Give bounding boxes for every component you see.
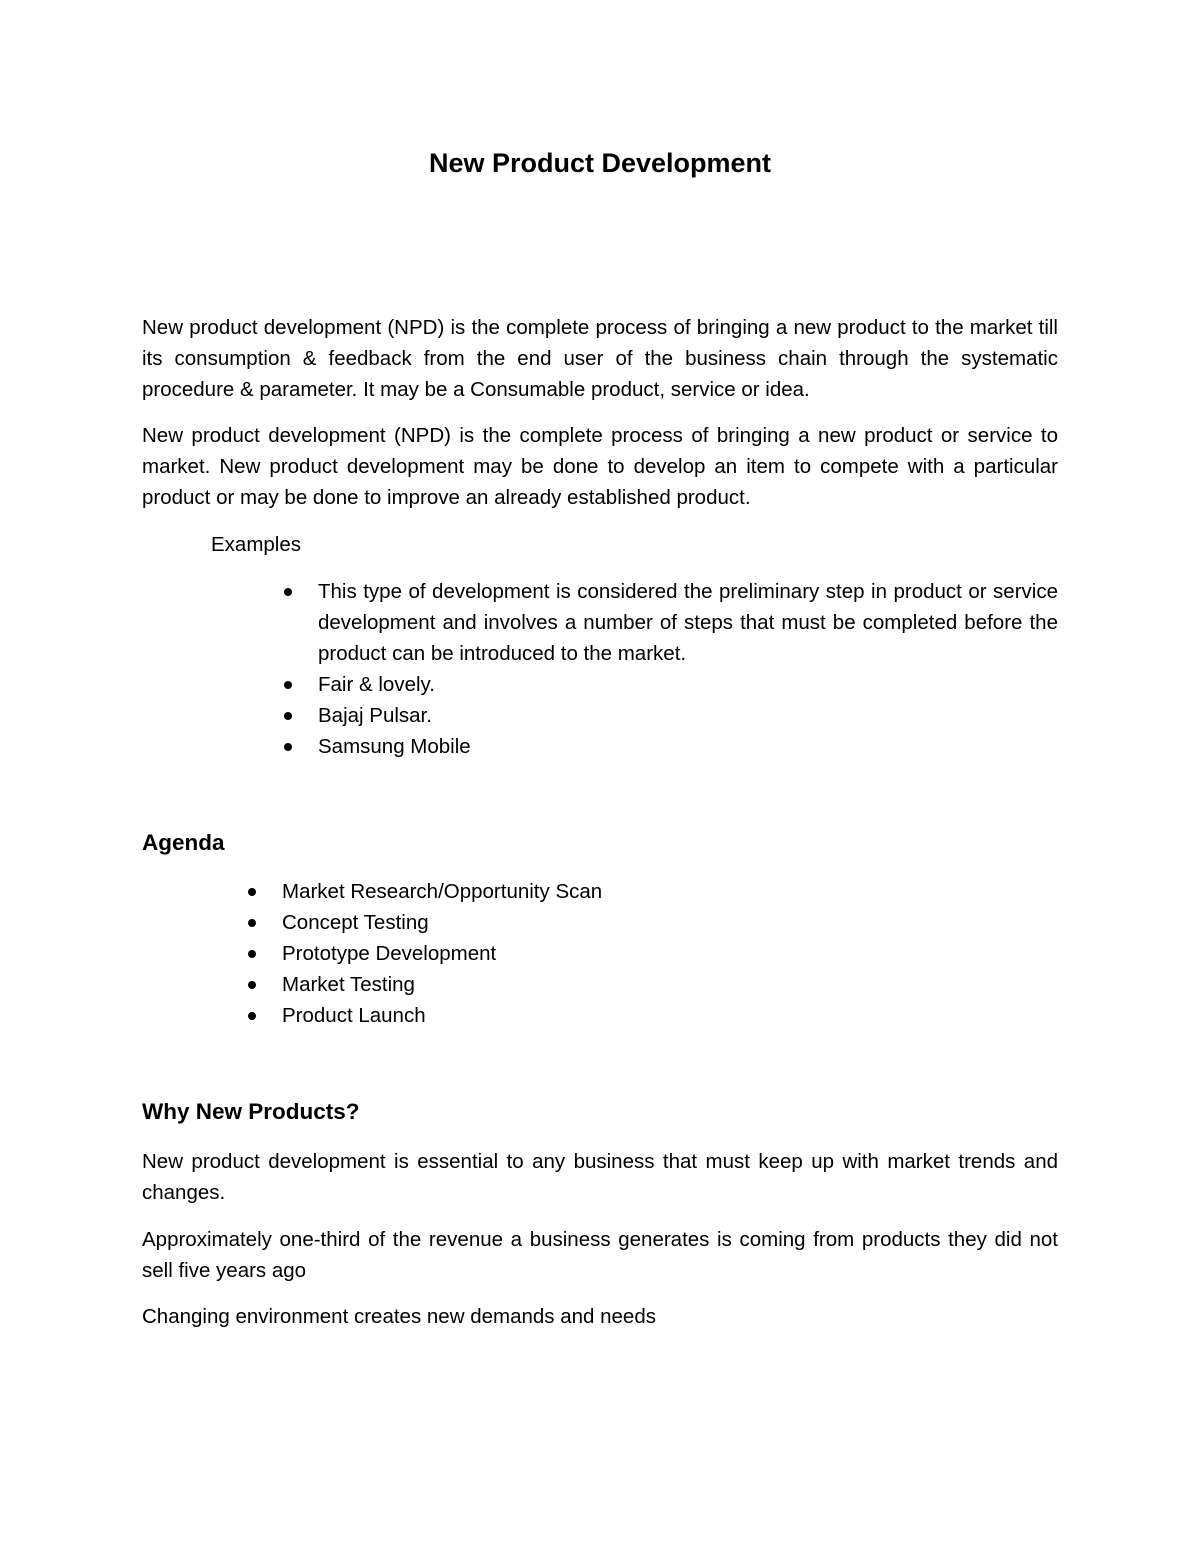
intro-paragraph-1: New product development (NPD) is the complete process of bringing a new product to the market till its consumption & feedback from the end user of the business chain through the systematic procedure & parameter. It may be a Consumable product, service or idea. bbox=[142, 316, 1058, 401]
bullet-icon bbox=[284, 712, 292, 720]
agenda-heading: Agenda bbox=[142, 830, 225, 855]
agenda-item-text: Prototype Development bbox=[282, 942, 497, 965]
bullet-icon bbox=[248, 919, 256, 927]
intro-paragraph-2: New product development (NPD) is the complete process of bringing a new product or service to market. New product development may be done to develop an item to compete with a particular product or may be done to improve an already established product. bbox=[142, 424, 1058, 509]
agenda-list-item bbox=[282, 969, 982, 1000]
examples-list-item bbox=[318, 731, 1058, 762]
agenda-item-text: Market Research/Opportunity Scan bbox=[282, 880, 603, 903]
bullet-icon bbox=[284, 743, 292, 751]
agenda-list-item bbox=[282, 876, 982, 907]
bullet-icon bbox=[248, 888, 256, 896]
agenda-item-text: Market Testing bbox=[282, 973, 415, 996]
bullet-icon bbox=[248, 950, 256, 958]
bullet-icon bbox=[248, 981, 256, 989]
agenda-item-text: Product Launch bbox=[282, 1004, 426, 1027]
agenda-item-text: Concept Testing bbox=[282, 911, 429, 934]
bullet-icon bbox=[284, 588, 292, 596]
examples-list-item bbox=[318, 576, 1058, 669]
why-paragraph-1: New product development is essential to any business that must keep up with market trends and changes. bbox=[142, 1150, 1058, 1204]
examples-list-item bbox=[318, 700, 1058, 731]
agenda-list bbox=[282, 876, 982, 1031]
bullet-icon bbox=[248, 1012, 256, 1020]
document-title: New Product Development bbox=[428, 148, 772, 178]
why-paragraph-2: Approximately one-third of the revenue a business generates is coming from products they did not sell five years ago bbox=[142, 1228, 1058, 1282]
agenda-list-item bbox=[282, 1000, 982, 1031]
why-heading: Why New Products? bbox=[142, 1099, 360, 1124]
examples-item-text: Fair & lovely. bbox=[318, 673, 435, 696]
examples-item-text: This type of development is considered the preliminary step in product or service development and involves a number of steps that must be completed before the product can be introduced to the market. bbox=[318, 580, 1058, 665]
agenda-list-item bbox=[282, 907, 982, 938]
examples-item-text: Bajaj Pulsar. bbox=[318, 704, 432, 727]
bullet-icon bbox=[284, 681, 292, 689]
why-paragraph-3: Changing environment creates new demands and needs bbox=[142, 1305, 656, 1328]
examples-item-text: Samsung Mobile bbox=[318, 735, 471, 758]
examples-list-item bbox=[318, 669, 1058, 700]
examples-label: Examples bbox=[211, 533, 302, 556]
agenda-list-item bbox=[282, 938, 982, 969]
examples-list bbox=[318, 576, 1058, 762]
